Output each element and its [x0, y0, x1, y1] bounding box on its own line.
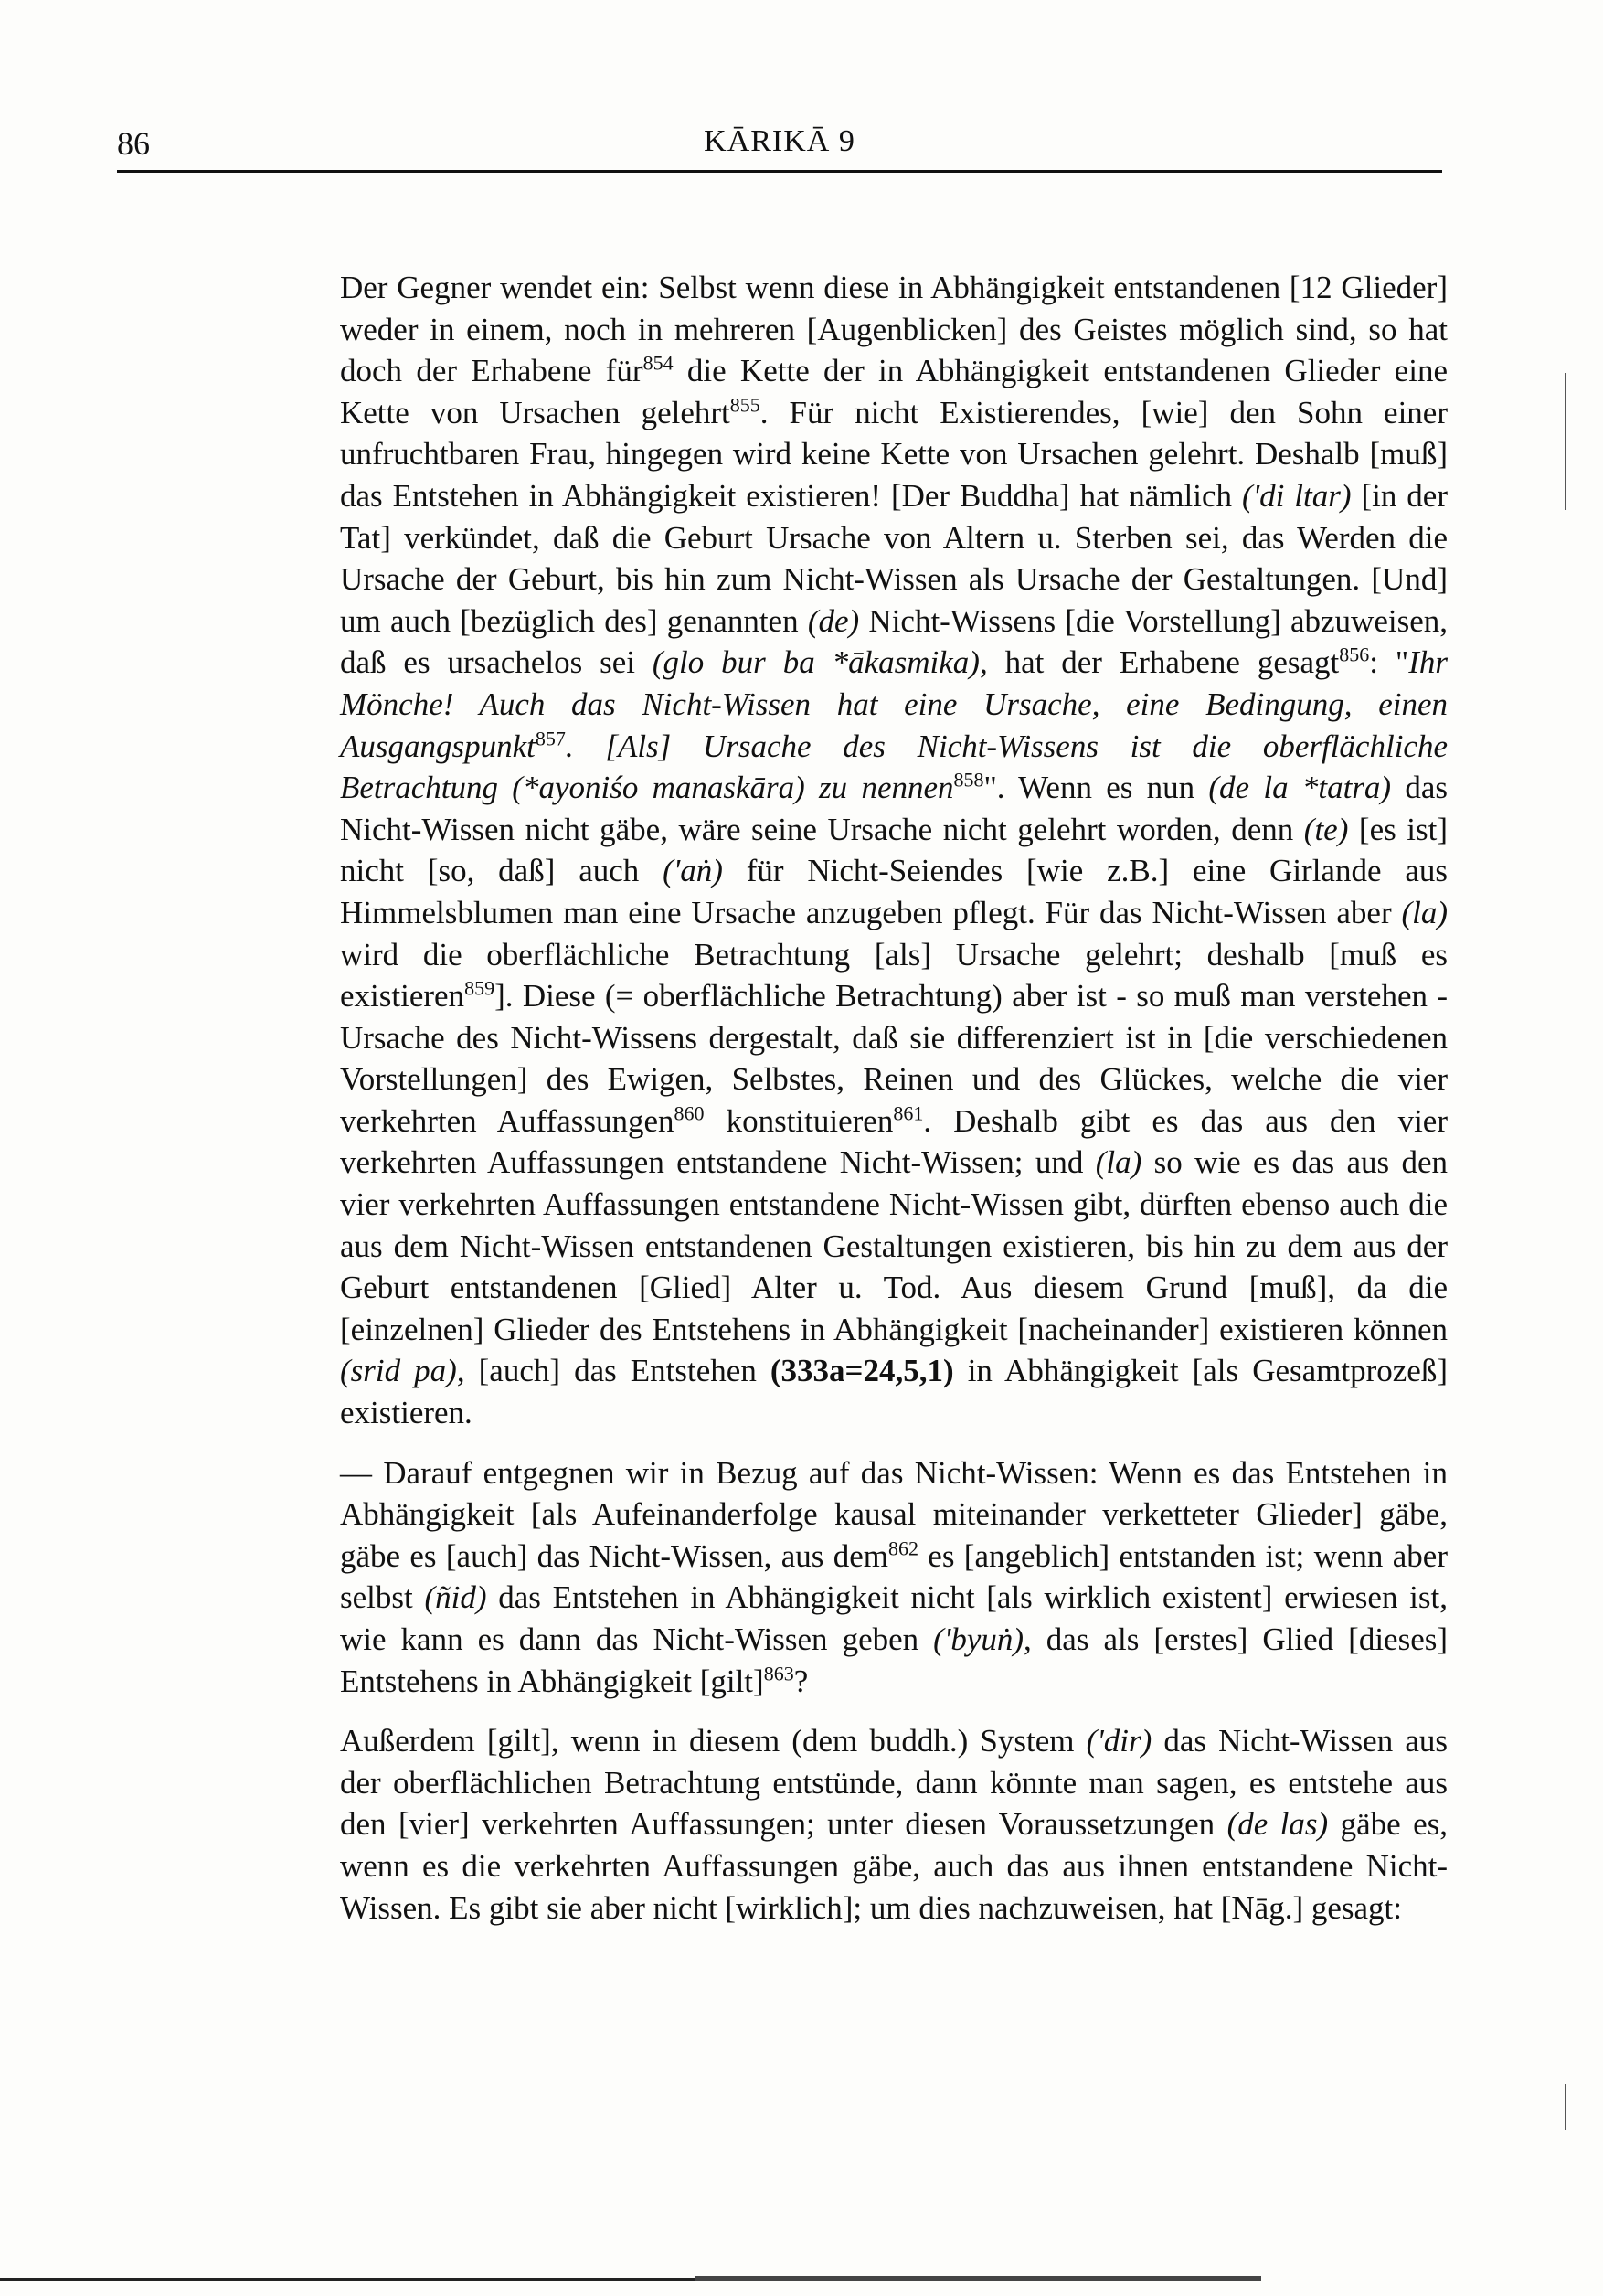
italic-text: (de) — [807, 602, 860, 639]
text-segment: [in der Tat] verkündet, daß die Geburt Ursache von Altern u. Sterben sei, das Werden die Ursache der Geburt, bis hin zum Nicht-Wissen als Ursache der Gestaltungen. [Und] um auch [bezüglich des] genannten — [340, 477, 1448, 639]
body-text — [340, 267, 1448, 1947]
text-segment: das Nicht-Wissen nicht gäbe, wäre seine Ursache nicht gelehrt worden, denn — [340, 770, 1448, 847]
text-segment: das Entstehen in Abhängigkeit nicht [als wirklich existent] erwiesen ist, wie kann es dann das Nicht-Wissen geben — [340, 1579, 1449, 1657]
text-segment: die Kette der in Abhängigkeit entstandenen Glieder eine Kette von Ursachen gelehrt — [340, 353, 1448, 430]
italic-text: ('aṅ) — [663, 853, 723, 889]
italic-text: (te) — [1303, 811, 1349, 847]
text-segment: für Nicht-Seiendes [wie z.B.] eine Girlande aus Himmelsblumen man eine Ursache anzugeben pflegt. Für das Nicht-Wissen aber — [340, 853, 1448, 930]
italic-text: (la) — [1401, 894, 1448, 930]
italic-text: . [Als] Ursache des Nicht-Wissens ist die oberflächliche Betrachtung (*ayoniśo manaskāra) zu nennen — [340, 728, 1448, 806]
text-segment: ? — [793, 1663, 809, 1699]
italic-text: (de la *tatra) — [1208, 770, 1392, 806]
text-segment: es [angeblich] entstanden ist; wenn aber selbst — [340, 1537, 1448, 1616]
footnote-ref: 856 — [1339, 643, 1370, 666]
italic-text: Ihr Mönche! Auch das Nicht-Wissen hat eine Ursache, eine Bedingung, einen Ausgangspunkt — [340, 644, 1448, 764]
footnote-ref: 859 — [464, 976, 495, 1000]
text-segment: Außerdem [gilt], wenn in diesem (dem buddh.) System — [340, 1723, 1087, 1759]
italic-text: ('dir) — [1086, 1723, 1152, 1759]
italic-text: (glo bur ba *ākasmika) — [652, 644, 980, 681]
text-segment: so wie es das aus den vier verkehrten Auffassungen entstandene Nicht-Wissen gibt, dürften ebenso auch die aus dem Nicht-Wissen entstandenen Gestaltungen existieren, bis hin zu dem aus der Geburt entstandenen [Glied] Alter u. Tod. Aus diesem Grund [muß], da die [einzelnen] Glieder des Entstehens in Abhängigkeit [nacheinander] existieren können — [340, 1144, 1449, 1347]
text-segment: . Deshalb gibt es das aus den vier verkehrten Auffassungen entstandene Nicht-Wissen; und — [340, 1102, 1448, 1181]
footnote-ref: 857 — [535, 726, 566, 749]
footnote-ref: 854 — [642, 351, 674, 375]
footnote-ref: 855 — [729, 393, 760, 417]
bottom-rule — [695, 2276, 1261, 2281]
text-segment: ". Wenn es nun — [983, 770, 1209, 806]
footnote-ref: 861 — [893, 1101, 924, 1125]
text-segment: Der Gegner wendet ein: Selbst wenn diese in Abhängigkeit entstandenen [12 Glieder] weder in einem, noch in mehreren [Augenblicken] des Geistes möglich sind, so hat doch der Erhabene für — [340, 270, 1448, 389]
text-segment: , hat der Erhabene gesagt — [979, 644, 1340, 681]
bold-text: (333a=24,5,1) — [770, 1353, 954, 1389]
bottom-rule — [0, 2278, 695, 2281]
margin-mark — [1565, 2084, 1566, 2130]
text-segment: , [auch] das Entstehen — [456, 1353, 770, 1389]
footnote-ref: 860 — [674, 1101, 705, 1125]
page-number: 86 — [117, 125, 150, 162]
text-segment: . Für nicht Existierendes, [wie] den Sohn einer unfruchtbaren Frau, hingegen wird keine Kette von Ursachen gelehrt. Deshalb [muß] das Entstehen in Abhängigkeit existieren! [Der Buddha] hat nämlich — [340, 394, 1448, 514]
footnote-ref: 862 — [887, 1536, 918, 1560]
running-head: KĀRIKĀ 9 — [704, 124, 855, 158]
paragraph — [340, 267, 1448, 1434]
text-segment: : " — [1369, 644, 1409, 681]
text-segment: in Abhängigkeit [als Gesamtprozeß] existieren. — [340, 1353, 1449, 1431]
text-segment: — Darauf entgegnen wir in Bezug auf das Nicht-Wissen: Wenn es das Entstehen in Abhängigkeit [als Aufeinanderfolge kausal miteinander verketteter Glieder] gäbe, gäbe es [auch] das Nicht-Wissen, aus dem — [340, 1454, 1448, 1574]
italic-text: (ñid) — [424, 1579, 487, 1616]
page-header — [117, 117, 1442, 168]
paragraph — [340, 1720, 1448, 1929]
text-segment: gäbe es, wenn es die verkehrten Auffassungen gäbe, auch das aus ihnen entstandene Nicht-Wissen. Es gibt sie aber nicht [wirklich]; um dies nachzuweisen, hat [Nāg.] gesagt: — [340, 1806, 1448, 1926]
text-segment: ]. Diese (= oberflächliche Betrachtung) aber ist - so muß man verstehen - Ursache des Nicht-Wissens dergestalt, daß sie differenziert ist in [die verschiedenen Vorstellungen] des Ewigen, Selbstes, Reinen und des Glückes, welche die vier verkehrten Auffassungen — [340, 978, 1448, 1139]
margin-mark — [1565, 373, 1566, 510]
italic-text: ('di ltar) — [1241, 477, 1352, 514]
footnote-ref: 863 — [763, 1661, 794, 1685]
italic-text: ('byuṅ) — [933, 1621, 1024, 1657]
text-segment: [es ist] nicht [so, daß] auch — [340, 811, 1449, 889]
italic-text: (la) — [1095, 1144, 1142, 1181]
text-segment: das Nicht-Wissen aus der oberflächlichen Betrachtung entstünde, dann könnte man sagen, es entstehe aus den [vier] verkehrten Auffassungen; unter diesen Voraussetzungen — [340, 1723, 1448, 1843]
header-rule — [117, 170, 1442, 173]
text-segment: wird die oberflächliche Betrachtung [als] Ursache gelehrt; deshalb [muß es existieren — [340, 936, 1448, 1015]
italic-text: (srid pa) — [340, 1353, 457, 1389]
footnote-ref: 858 — [953, 768, 984, 792]
text-segment: , das als [erstes] Glied [dieses] Entstehens in Abhängigkeit [gilt] — [340, 1621, 1449, 1699]
italic-text: (de las) — [1226, 1806, 1329, 1843]
text-segment: Nicht-Wissens [die Vorstellung] abzuweisen, daß es ursachelos sei — [340, 602, 1448, 681]
paragraph — [340, 1452, 1448, 1703]
text-segment: konstituieren — [704, 1102, 894, 1139]
